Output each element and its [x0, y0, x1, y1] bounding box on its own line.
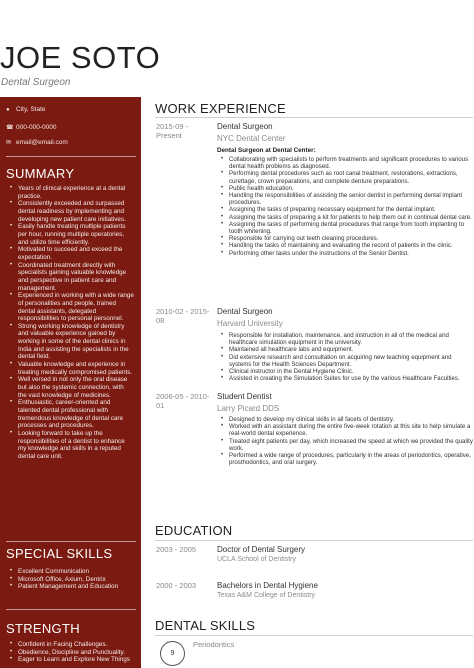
sidebar — [0, 97, 141, 668]
work-experience-heading: WORK EXPERIENCE — [155, 101, 286, 116]
list-item: • Excellent Communication — [6, 568, 134, 576]
divider — [6, 541, 136, 542]
skill-rating-circle — [160, 641, 185, 666]
list-item: • Obedience, Discipline and Punctuality. — [6, 649, 134, 657]
job-duties — [217, 156, 473, 257]
divider — [155, 117, 473, 118]
job-date: 2010-02 - 2015-08 — [156, 307, 210, 325]
list-item: • Handling the tasks of maintaining and evaluating the record of patients in the clinic. — [217, 242, 473, 249]
job-date: 2015-09 - Present — [156, 122, 189, 140]
list-item: • Public health education. — [217, 185, 473, 192]
list-item: • Looking forward to take up the responsibilities of a dentist to enhance my knowledge and skills in a reputed dental care unit. — [6, 430, 134, 461]
list-item: • Responsible for installation, maintenance, and instruction in all of the medical and healthcare simulation equipment in the university. — [217, 332, 473, 346]
list-item: • Handling the responsibilities of assisting the senior dentist in performing dental implant procedures. — [217, 192, 473, 206]
list-item: • Microsoft Office, Axium, Dentrix — [6, 576, 134, 584]
list-item: • Assigning the tasks of preparing a kit for patients to help them out in continual dental care. — [217, 214, 473, 221]
list-item: • Assisted in creating the Simulation Suites for use by the various Healthcare Faculties. — [217, 375, 473, 382]
job-date: 2006-05 - 2010-01 — [156, 392, 210, 410]
job-organization: NYC Dental Center — [217, 134, 286, 143]
contact-phone-text: 000-000-0000 — [16, 124, 57, 131]
list-item: • Well versed in not only the oral disease but also the systemic connection, with the vast knowledge of medicines. — [6, 376, 134, 399]
list-item: • Coordinated treatment directly with specialists gaining valuable knowledge and perspective in patient care and management. — [6, 262, 134, 293]
divider — [155, 635, 473, 636]
job-organization: Harvard University — [217, 319, 283, 328]
job-title: Dental Surgeon — [217, 307, 273, 316]
education-heading: EDUCATION — [155, 523, 233, 538]
contact-location-text: City, State — [16, 106, 46, 113]
list-item: • Assigning the tasks of performing dental procedures that range from tooth implanting to tooth whitening. — [217, 221, 473, 235]
job-title: Dental Surgeon — [217, 122, 273, 131]
list-item: • Worked with an assistant during the entire five-week rotation at this site to help simulate a real-world dental experience. — [217, 423, 473, 437]
list-item: • Performed a wide range of procedures, particularly in the areas of periodontics, operative, prosthodontics, and oral surgery. — [217, 452, 473, 466]
strength-heading: STRENGTH — [6, 621, 80, 636]
strength-list — [6, 641, 134, 664]
contact-email[interactable] — [6, 139, 68, 146]
summary-list — [6, 185, 134, 461]
list-item: • Easily handle treating multiple patients per hour, running multiple operatories, and utilize time efficiently. — [6, 223, 134, 246]
job-duties — [217, 332, 473, 382]
list-item: • Clinical instructor in the Dental Hygiene Clinic. — [217, 368, 473, 375]
education-date: 2003 - 2005 — [156, 545, 197, 554]
list-item: • Patient Management and Education — [6, 583, 134, 591]
education-school: Texas A&M College of Dentistry — [217, 592, 316, 599]
job-subheading: Dental Surgeon at Dental Center: — [217, 147, 316, 154]
skill-name: Periodontics — [193, 640, 235, 649]
contact-email-text[interactable]: email@email.com — [16, 139, 68, 146]
education-school: UCLA School of Dentistry — [217, 556, 296, 563]
phone-icon: ☎ — [6, 125, 14, 131]
education-entry — [155, 581, 473, 605]
education-entry — [155, 545, 473, 569]
list-item: • Experienced in working with a wide range of personalities and people, trained dental assistants, delegated responsibilities to personal personnel. — [6, 292, 134, 323]
list-item: • Designed to develop my clinical skills in all facets of dentistry. — [217, 416, 473, 423]
list-item: • Responsible for carrying out teeth cleaning procedures. — [217, 235, 473, 242]
job-entry — [155, 392, 473, 472]
contact-phone — [6, 124, 56, 131]
list-item: • Valuable knowledge and experience in treating medically compromised patients. — [6, 361, 134, 376]
education-degree: Bachelors in Dental Hygiene — [217, 581, 318, 590]
divider — [6, 156, 136, 157]
education-date: 2000 - 2003 — [156, 581, 197, 590]
list-item: • Maintained all healthcare labs and equipment. — [217, 346, 473, 353]
list-item: • Confident in Facing Challenges. — [6, 641, 134, 649]
list-item: • Enthusiastic, career-oriented and talented dental professional with tremendous knowledge of dental care processes and procedures. — [6, 399, 134, 430]
special-skills-list — [6, 568, 134, 591]
location-pin-icon: ● — [6, 106, 10, 113]
list-item: • Consistently exceeded and surpassed dental readiness by implementing and developing new patient care initiatives. — [6, 200, 134, 223]
list-item: • Motivated to succeed and exceed the expectation. — [6, 246, 134, 261]
divider — [6, 609, 136, 610]
candidate-name: JOE SOTO — [0, 40, 161, 75]
email-icon: ✉ — [6, 140, 12, 146]
list-item: • Collaborating with specialists to perform treatments and significant procedures to various dental health problems as diagnosed. — [217, 156, 473, 170]
list-item: • Strong working knowledge of dentistry and valuable experience gained by working in some of the dental clinics in India and assisting the specialists in the dental field. — [6, 323, 134, 361]
education-degree: Doctor of Dental Surgery — [217, 545, 306, 554]
special-skills-heading: SPECIAL SKILLS — [6, 546, 113, 561]
list-item: • Assigning the tasks of preparing necessary equipment for the dental implant. — [217, 206, 473, 213]
job-entry — [155, 122, 473, 290]
list-item: • Eager to Learn and Explore New Things — [6, 656, 134, 664]
job-organization: Larry Picard DDS — [217, 404, 280, 413]
contact-location — [6, 106, 46, 113]
list-item: • Performing dental procedures such as root canal treatment, restorations, extractions, curettage, crown preparations, and complete denture preparations. — [217, 170, 473, 184]
job-title: Student Dentist — [217, 392, 272, 401]
job-entry — [155, 307, 473, 382]
divider — [155, 540, 473, 541]
list-item: • Treated eight patients per day, which increased the speed at which we provided the quality work. — [217, 438, 473, 452]
dental-skills-heading: DENTAL SKILLS — [155, 618, 256, 633]
skill-rating-value: 9 — [170, 650, 175, 657]
list-item: • Years of clinical experience at a dental practice. — [6, 185, 134, 200]
candidate-title: Dental Surgeon — [1, 77, 71, 88]
summary-heading: SUMMARY — [6, 166, 75, 181]
list-item: • Performing other tasks under the instructions of the Senior Dentist. — [217, 250, 473, 257]
list-item: • Did extensive research and consultation on acquiring new teaching equipment and systems for the Health Sciences Department. — [217, 354, 473, 368]
resume-header — [0, 0, 474, 92]
job-duties — [217, 416, 473, 466]
